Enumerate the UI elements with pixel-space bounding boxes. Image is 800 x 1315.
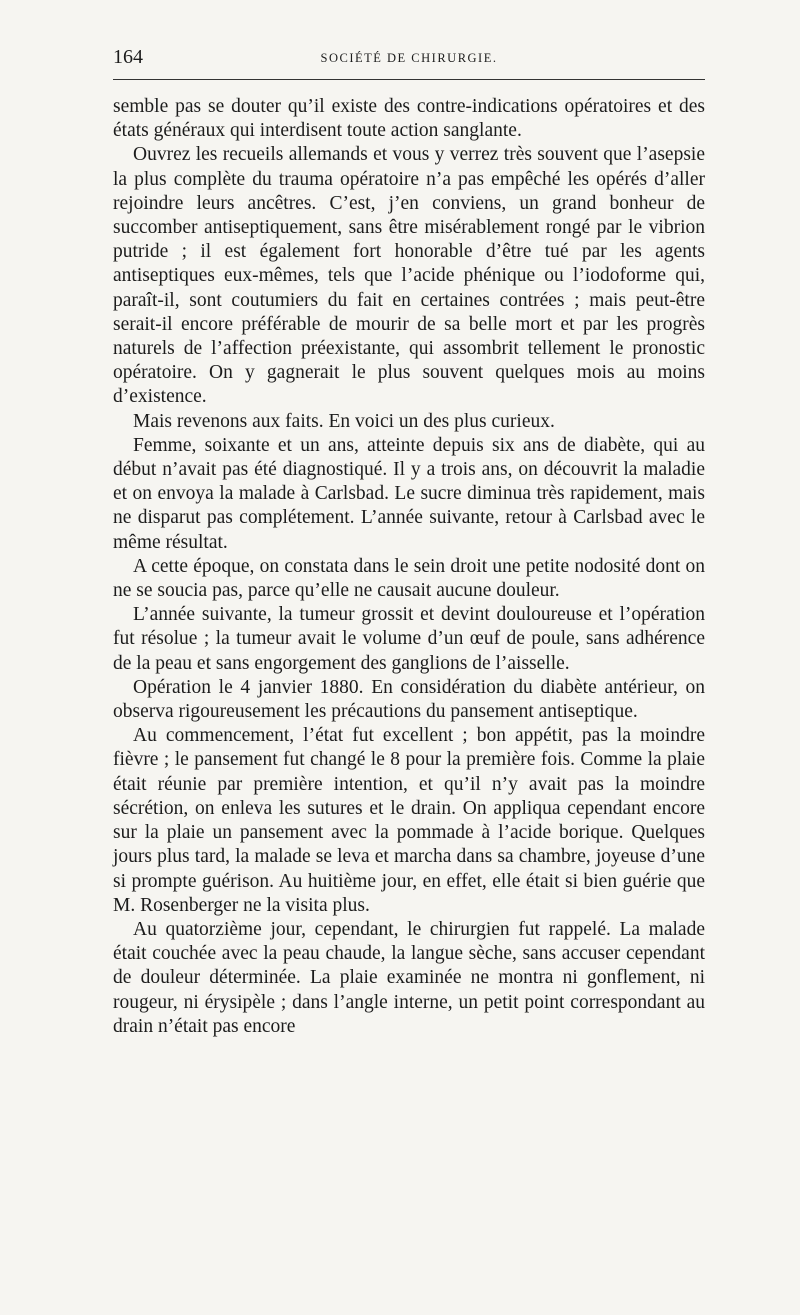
running-title: SOCIÉTÉ DE CHIRURGIE. (320, 51, 498, 65)
paragraph-3: Mais revenons aux faits. En voici un des plus curieux. (133, 410, 555, 432)
paragraph-2: Ouvrez les recueils allemands et vous y verrez très souvent que l’asepsie la plus complète du trauma opératoire n’a pas empêché les opérés d’aller rejoindre leurs ancêtres. C’est, j’en conviens, un grand bonheur de succomber antiseptiquement, sans être misérablement rongé par le vibrion putride ; il est également fort honorable d’être tué par les agents antiseptiques eux-mêmes, tels que l’acide phénique ou l’iodoforme qui, paraît-il, sont coutumiers du fait en certaines contrées ; mais peut-être serait-il encore préférable de mourir de sa belle mort et par les progrès naturels de l’affection préexistante, qui assombrit tellement le pronostic opératoire. On y gagnerait le plus souvent quelques mois au moins d’existence. (113, 144, 705, 408)
paragraph-7: Opération le 4 janvier 1880. En considération du diabète antérieur, on observa rigoureusement les précautions du pansement antiseptique. (113, 676, 705, 723)
paragraph-4: Femme, soixante et un ans, atteinte depuis six ans de diabète, qui au début n’avait pas été diagnostiqué. Il y a trois ans, on découvrit la maladie et on envoya la malade à Carlsbad. Le sucre diminua très rapidement, mais ne disparut pas complétement. L’année suivante, retour à Carlsbad avec le même résultat. (113, 434, 705, 553)
body-text (113, 95, 705, 1039)
page-number: 164 (113, 46, 143, 68)
paragraph-5: A cette époque, on constata dans le sein droit une petite nodosité dont on ne se soucia pas, parce qu’elle ne causait aucune douleur. (113, 555, 705, 602)
page-header (113, 46, 705, 72)
header-rule (113, 79, 705, 80)
paragraph-9: Au quatorzième jour, cependant, le chirurgien fut rappelé. La malade était couchée avec la peau chaude, la langue sèche, sans accuser cependant de douleur déterminée. La plaie examinée ne montra ni gonflement, ni rougeur, ni érysipèle ; dans l’angle interne, un petit point correspondant au drain n’était pas encore (113, 918, 705, 1037)
paragraph-8: Au commencement, l’état fut excellent ; bon appétit, pas la moindre fièvre ; le pansement fut changé le 8 pour la première fois. Comme la plaie était réunie par première intention, et qu’il n’y avait pas la moindre sécrétion, on enleva les sutures et le drain. On appliqua cependant encore sur la plaie un pansement avec la pommade à l’acide borique. Quelques jours plus tard, la malade se leva et marcha dans sa chambre, joyeuse d’une si prompte guérison. Au huitième jour, en effet, elle était si bien guérie que M. Rosenberger ne la visita plus. (113, 725, 705, 916)
paragraph-6: L’année suivante, la tumeur grossit et devint douloureuse et l’opération fut résolue ; la tumeur avait le volume d’un œuf de poule, sans adhérence de la peau et sans engorgement des ganglions de l’aisselle. (113, 604, 705, 674)
paragraph-1: semble pas se douter qu’il existe des contre-indications opératoires et des états généraux qui interdisent toute action sanglante. (113, 96, 705, 142)
